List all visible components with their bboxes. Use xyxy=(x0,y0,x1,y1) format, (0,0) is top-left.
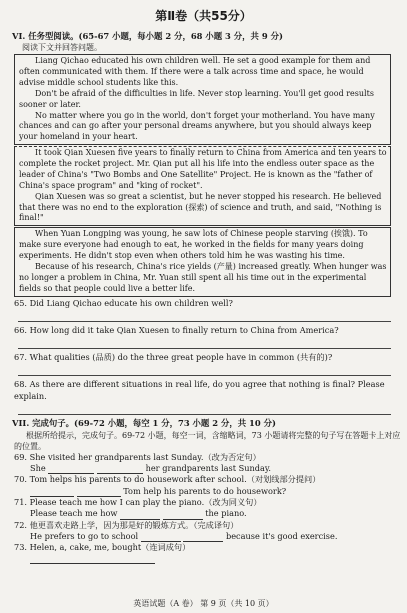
passage-box-yuan xyxy=(14,227,391,296)
paragraph: It took Qian Xuesen five years to finally return to China from America and ten years to complete the rocket project. Mr. Qian put all his life into the endless outer space as the leader of China's "Two Bombs and One Satellite" Project. He is known as the "father of China's space program" and "king of rocket". xyxy=(19,148,387,190)
answer-line-68[interactable] xyxy=(18,402,391,415)
blank[interactable] xyxy=(48,465,94,474)
answer-end: her grandparents last Sunday. xyxy=(145,463,272,474)
passage-box-qian xyxy=(14,146,391,226)
answer-end: Tom help his parents to do housework? xyxy=(123,485,287,496)
question-72-answer xyxy=(14,531,401,542)
answer-start: Please teach me how xyxy=(30,508,118,519)
passage-box-liang xyxy=(14,54,391,145)
exam-page xyxy=(6,6,401,609)
question-66: 66. How long did it take Qian Xuesen to finally return to China from America? xyxy=(14,324,339,335)
blank[interactable] xyxy=(97,465,143,474)
question-67: 67. What qualities (品质) do the three great people have in common (共有的)? xyxy=(14,352,333,363)
section-6-heading: VI. 任务型阅读。(65-67 小题，每小题 2 分，68 小题 3 分，共 9 分) xyxy=(12,30,283,41)
question-70 xyxy=(6,474,401,497)
blank[interactable] xyxy=(163,511,203,520)
section-6-instruction: 阅读下文并回答问题。 xyxy=(22,43,102,53)
blank[interactable] xyxy=(141,533,181,542)
paragraph: Qian Xuesen was so great a scientist, but he never stopped his research. He believed that there was no end to the exploration (探索) of science and truth, and said, "Nothing is final!" xyxy=(19,191,382,223)
answer-line-73[interactable] xyxy=(30,554,155,564)
question-65: 65. Did Liang Qichao educate his own children well? xyxy=(14,297,233,308)
section-7-instruction: 根据所给提示，完成句子。69-72 小题，每空一词，含缩略词，73 小题请将完整的句子写在答题卡上对应的位置。 xyxy=(14,430,401,451)
page-footer: 英语试题（A 卷） 第 9 页（共 10 页） xyxy=(133,598,274,608)
blank[interactable] xyxy=(120,511,160,520)
question-70-answer xyxy=(14,486,401,497)
reading-passage xyxy=(14,54,391,296)
blank[interactable] xyxy=(30,488,74,497)
paragraph: No matter where you go in the world, don't forget your motherland. You have many chances and can go after your personal dreams anywhere, but you should always keep your homeland in your heart. xyxy=(19,110,375,142)
question-73-prompt: 73. Helen, a, cake, me, bought（连词成句） xyxy=(14,542,191,553)
question-69-prompt: 69. She visited her grandparents last Sunday.（改为否定句） xyxy=(14,451,261,462)
blank[interactable] xyxy=(77,488,121,497)
answer-start: He prefers to go to school xyxy=(30,530,139,541)
answer-line-67[interactable] xyxy=(18,363,391,376)
question-71-prompt: 71. Please teach me how I can play the piano.（改为同义句） xyxy=(14,497,262,508)
question-72 xyxy=(6,520,401,543)
question-72-prompt: 72. 他更喜欢走路上学，因为那是好的锻炼方式。（完成译句） xyxy=(14,519,239,530)
paragraph: Don't be afraid of the difficulties in life. Never stop learning. You'll get good results sooner or later. xyxy=(19,88,374,109)
answer-line-66[interactable] xyxy=(18,336,391,349)
question-73 xyxy=(6,542,401,563)
paragraph: When Yuan Longping was young, he saw lots of Chinese people starving (挨饿). To make sure everyone had enough to eat, he worked in the fields for many years doing experiments. He didn't stop even when others told him he was wasting his time. xyxy=(19,229,368,261)
question-69-answer xyxy=(14,463,401,474)
page-title: 第Ⅱ卷（共55分） xyxy=(155,9,252,23)
question-71-answer xyxy=(14,508,401,519)
question-71 xyxy=(6,497,401,520)
paragraph: Because of his research, China's rice yields (产量) increased greatly. When hunger was no longer a problem in China, Mr. Yuan still spent all his time out in the experimental fields so that people could live a better life. xyxy=(19,261,387,293)
question-69 xyxy=(6,452,401,475)
blank[interactable] xyxy=(183,533,223,542)
question-70-prompt: 70. Tom helps his parents to do housework after school.（对划线部分提问） xyxy=(14,474,321,485)
section-7-heading: VII. 完成句子。(69-72 小题，每空 1 分，73 小题 2 分，共 10 分) xyxy=(12,418,276,429)
paragraph: Liang Qichao educated his own children well. He set a good example for them and often communicated with them. If there were a talk across time and space, he would advise middle school students like this. xyxy=(19,56,371,87)
answer-start: She xyxy=(30,463,46,474)
answer-end: the piano. xyxy=(205,508,247,519)
answer-line-65[interactable] xyxy=(18,309,391,322)
question-68: 68. As there are different situations in real life, do you agree that nothing is final? Please explain. xyxy=(14,379,385,401)
answer-end: because it's good exercise. xyxy=(225,530,338,541)
